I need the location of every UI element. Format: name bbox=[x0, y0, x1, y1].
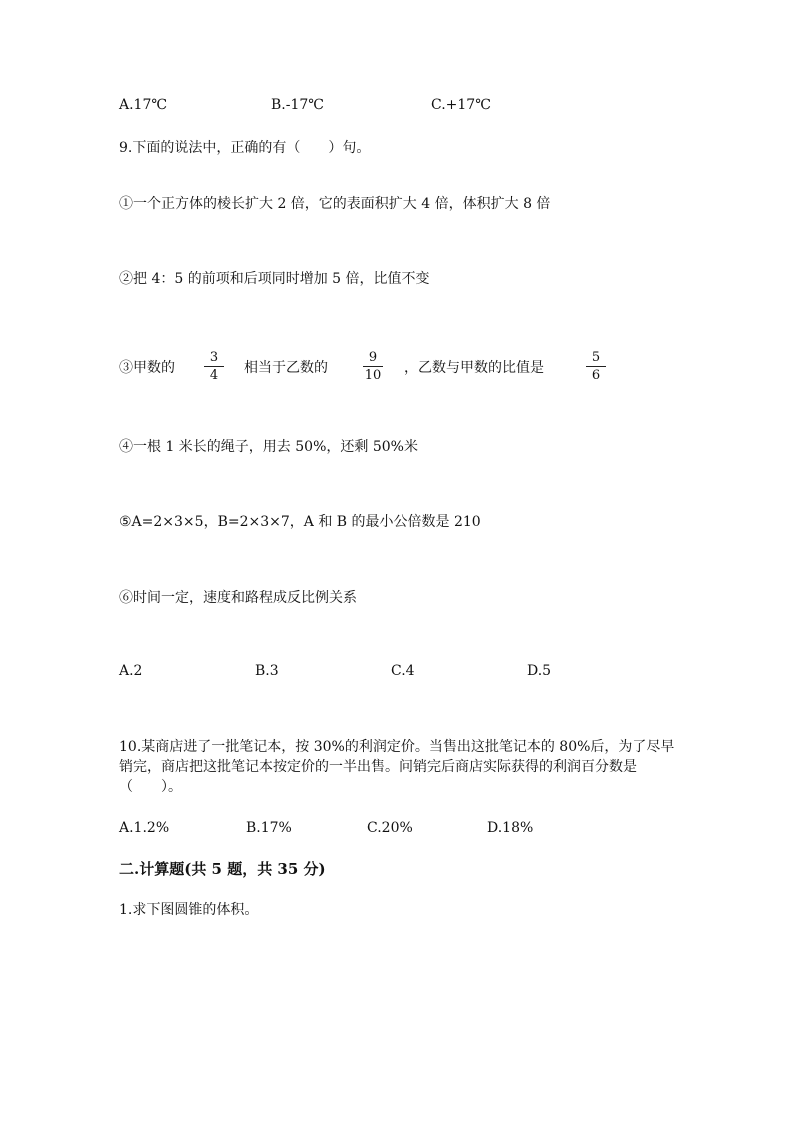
section-2-question-1: 1.求下图圆锥的体积。 bbox=[119, 902, 259, 918]
q9-option-d: D.5 bbox=[527, 663, 552, 679]
fraction-numerator: 5 bbox=[591, 350, 601, 365]
q9-statement-3-prefix: ③甲数的 bbox=[119, 360, 175, 376]
fraction-three-quarters bbox=[204, 351, 224, 383]
q10-option-c: C.20% bbox=[367, 820, 413, 836]
q10-option-a: A.1.2% bbox=[119, 820, 170, 836]
fraction-denominator: 6 bbox=[591, 368, 601, 383]
q10-stem: 10.某商店进了一批笔记本，按 30%的利润定价。当售出这批笔记本的 80%后，为了尽早销完，商店把这批笔记本按定价的一半出售。问销完后商店实际获得的利润百分数是（ ）。 bbox=[119, 739, 675, 795]
fraction-five-sixths bbox=[586, 351, 606, 383]
q9-statement-1: ①一个正方体的棱长扩大 2 倍，它的表面积扩大 4 倍，体积扩大 8 倍 bbox=[119, 196, 551, 212]
q9-statement-6: ⑥时间一定，速度和路程成反比例关系 bbox=[119, 590, 357, 606]
fraction-bar bbox=[204, 366, 224, 367]
q8-option-c: C.+17℃ bbox=[431, 97, 491, 113]
q9-option-c: C.4 bbox=[391, 663, 415, 679]
q9-statement-3-suffix: ，乙数与甲数的比值是 bbox=[404, 360, 544, 376]
fraction-numerator: 9 bbox=[368, 350, 378, 365]
q9-statement-2: ②把 4：5 的前项和后项同时增加 5 倍，比值不变 bbox=[119, 271, 430, 287]
fraction-bar bbox=[586, 366, 606, 367]
q9-option-b: B.3 bbox=[255, 663, 279, 679]
q9-stem: 9.下面的说法中，正确的有（ ）句。 bbox=[119, 140, 371, 156]
q8-option-a: A.17℃ bbox=[119, 97, 168, 113]
q10-option-b: B.17% bbox=[246, 820, 292, 836]
q8-option-b: B.-17℃ bbox=[271, 97, 324, 113]
q9-statement-3-middle: 相当于乙数的 bbox=[244, 360, 328, 376]
fraction-bar bbox=[363, 366, 383, 367]
q10-option-d: D.18% bbox=[487, 820, 534, 836]
q9-option-a: A.2 bbox=[119, 663, 143, 679]
fraction-denominator: 10 bbox=[364, 368, 382, 383]
fraction-nine-tenths bbox=[363, 351, 383, 383]
fraction-denominator: 4 bbox=[209, 368, 219, 383]
q9-statement-5: ⑤A=2×3×5，B=2×3×7，A 和 B 的最小公倍数是 210 bbox=[119, 514, 481, 530]
q9-statement-4: ④一根 1 米长的绳子，用去 50%，还剩 50%米 bbox=[119, 439, 418, 455]
section-2-heading: 二.计算题(共 5 题，共 35 分) bbox=[119, 860, 326, 878]
fraction-numerator: 3 bbox=[209, 350, 219, 365]
